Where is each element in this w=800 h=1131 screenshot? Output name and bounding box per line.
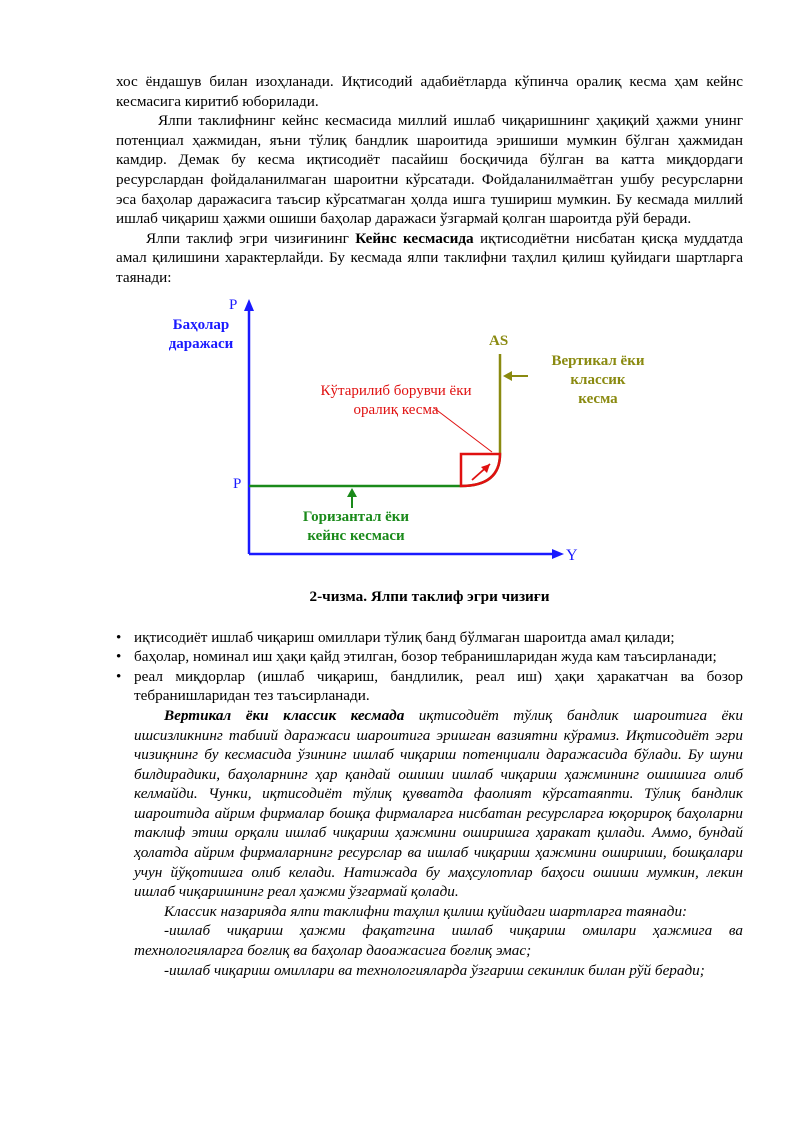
intermediate-label [296,382,496,420]
axis-p-top-label: P [229,296,238,313]
horizontal-keynes-label [286,508,426,546]
axis-p-level-label: P [233,475,242,492]
document-page [116,72,743,980]
vertical-classic-label [528,352,668,409]
y-axis-arrow [244,299,254,311]
paragraph-classic-item2: -ишлаб чиқариш омиллари ва технологияларда ўзгариш секинлик билан рўй беради; [164,961,705,979]
conditions-list [116,628,743,706]
price-level-label [156,316,246,354]
list-item: • баҳолар, номинал иш ҳақи қайд этилган, бозор тебранишларидан жуда кам таъсирланади; [134,647,743,667]
keynes-pointer-arrow [347,488,357,497]
intermediate-label-line2: оралиқ кесма [353,401,439,418]
figure-caption: 2-чизма. Ялпи таклиф эгри чизиғи [309,587,550,605]
list-item: • иқтисодиёт ишлаб чиқариш омиллари тўлиқ банд бўлмаган шароитда амал қилади; [134,628,743,648]
classic-pointer-arrow [503,371,512,381]
horizontal-label-line1: Горизантал ёки [302,508,410,525]
vertical-label-line1: Вертикал ёки [551,352,645,369]
list-item: • реал миқдорлар (ишлаб чиқариш, бандлилик, реал иш) ҳақи ҳаракатчан ва бозор тебранишларидан тез таъсирланади. [134,667,743,706]
intermediate-label-line1: Кўтарилиб борувчи ёки [320,382,472,399]
italic-section [134,706,743,980]
vertical-section-bold: Вертикал ёки классик кесмада [164,706,405,724]
aggregate-supply-figure [116,296,743,586]
vertical-label-line3: кесма [578,390,618,407]
p3-bold: Кейнс кесмасида [355,229,474,247]
paragraph-intro: хос ёндашув билан изоҳланади. Иқтисодий адабиётларда кўпинча оралиқ кесма ҳам кейнс кесмасига киритиб юборилади. [116,73,743,110]
intermediate-segment [461,454,500,486]
paragraph-keynes-conditions [116,229,743,288]
p3-start: Ялпи таклиф эгри чизиғининг [146,229,356,247]
paragraph-vertical-section [134,706,743,902]
vertical-label-line2: классик [570,371,626,388]
x-axis-arrow [552,549,564,559]
paragraph-classic-item1: -ишлаб чиқариш ҳажми фақатгина ишлаб чиқариш омилари ҳажмига ва технологияларга боғлиқ ва баҳолар даоажасига боғлиқ эмас; [134,922,743,960]
paragraph-classic-intro: Классик назарияда ялпи таклифни таҳлил қилиш қуйидаги шартларга таянади: [164,902,688,920]
intermediate-highlight [461,454,500,486]
as-label: AS [489,332,509,349]
paragraph-keynes-section: Ялпи таклифнинг кейнс кесмасида миллий ишлаб чиқаришнинг ҳақиқий ҳажми унинг потенциал ҳажмидан, яъни тўлиқ бандлик шароитида эришиши мумкин бўлган ҳажмидан камдир. Демак бу кесма иқтисодиёт пасайиш босқичида бўлган ва катта миқдордаги ресурслардан фойдаланилмаган шароитни кўрсатади. Фойдаланилмаётган ушбу ресурсларни эса баҳолар даражасига таъсир кўрсатмаган ҳолда ишга тушириш мумкин. Бу кесмада миллий ишлаб чиқариш ҳажми ошиши баҳолар даражаси ўзгармай қолган шароитда рўй беради. [116,112,743,228]
horizontal-label-line2: кейнс кесмаси [307,527,405,544]
p3-end: иқтисодиётни нисбатан қисқа муддатда амал қилишини характерлайди. Бу кесмада ялпи таклифни таҳлил қилиш қуйидаги шартларга таянади: [116,229,743,286]
price-level-line2: даражаси [168,335,234,352]
axis-y-label: Y [566,546,578,564]
vertical-section-text: иқтисодиёт тўлиқ бандлик шароитига ёки ишсизликнинг табиий даражаси шароитига эришган вазиятни кўрамиз. Иқтисодиёт эгри чизиқнинг бу кесмасида ўзининг ишлаб чиқариш потенциали даражасида бўлади. Бу шуни билдирадики, баҳоларнинг ҳар қандай ошиши ишлаб чиқариш ҳажмининг ошишига олиб келмайди. Чунки, иқтисодиёт тўлиқ қувватда фаолият кўрсатаяпти. Тўлиқ бандлик шароитида айрим фирмалар бошқа фирмаларга нисбатан ресурсларга юқорироқ баҳоларни таклиф этиш орқали ишлаб чиқариш ҳажмини оширишга ҳаракат қилади. Аммо, бундай ҳолатда айрим фирмаларнинг ресурслар ва ишлаб чиқариш ҳажмини ошириши, бошқалари учун йўқотишга олиб келади. Натижада бу маҳсулотлар баҳоси ошиши мумкин, лекин ишлаб чиқаришнинг реал ҳажми ўзгармай қолади. [134,706,743,901]
price-level-line1: Баҳолар [172,316,230,333]
